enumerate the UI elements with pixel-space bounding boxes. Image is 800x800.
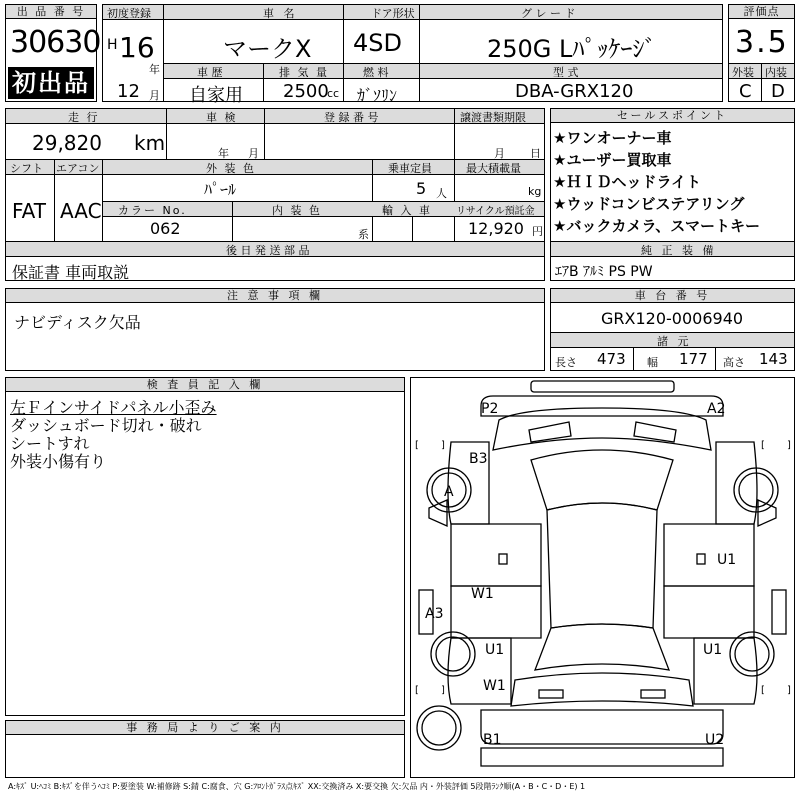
notes: ナビディスク欠品 <box>14 313 141 332</box>
length: 473 <box>597 350 626 368</box>
first-reg-label: 初度登録 <box>107 7 151 20</box>
shift-label: シフト <box>10 162 43 175</box>
door-label: ドア形状 <box>371 7 415 20</box>
damage-mark-u1-left: U1 <box>485 642 505 658</box>
reg-month-unit: 月 <box>149 89 160 102</box>
int-color-unit: 系 <box>358 228 369 241</box>
damage-mark-a3: A3 <box>425 606 444 622</box>
svg-text:[: [ <box>415 440 419 451</box>
svg-text:]: ] <box>787 440 791 451</box>
width-label: 幅 <box>647 356 658 369</box>
chassis-number: GRX120-0006940 <box>601 309 744 328</box>
capacity: 5 <box>416 179 427 198</box>
inspector-line: 外装小傷有り <box>10 452 107 471</box>
sales-point-item: ★ＨＩＤヘッドライト <box>553 173 701 191</box>
damage-mark-u2: U2 <box>705 732 725 748</box>
model-code-label: 型 式 <box>553 66 579 79</box>
recycle-label: リサイクル預託金 <box>456 206 535 217</box>
equipment-label: 純 正 装 備 <box>641 244 717 257</box>
history-label: 車 歴 <box>197 66 223 79</box>
notes-label: 注 意 事 項 欄 <box>6 289 544 303</box>
car-name-label: 車 名 <box>263 7 298 20</box>
details-box <box>5 108 545 281</box>
interior-label: 内装 <box>765 66 787 79</box>
score: 3.5 <box>735 25 789 60</box>
damage-mark-w1-rear: W1 <box>483 678 506 694</box>
chassis-label: 車 台 番 号 <box>551 289 794 303</box>
chassis-box <box>550 288 795 371</box>
color-no-label: カラー No. <box>118 204 187 217</box>
displacement: 2500 <box>283 81 329 102</box>
exterior-label: 外装 <box>732 66 754 79</box>
import-label: 輸 入 車 <box>382 204 432 217</box>
color-no: 062 <box>150 219 181 238</box>
vehicle-header <box>102 4 723 106</box>
reg-year-unit: 年 <box>149 63 160 76</box>
later-parts: 保証書 車両取説 <box>12 263 130 282</box>
rear-window <box>535 624 669 670</box>
windshield <box>531 450 673 510</box>
interior-score: D <box>771 81 785 102</box>
notes-box <box>5 288 545 371</box>
history: 自家用 <box>189 85 243 106</box>
sales-point-item: ★バックカメラ、スマートキー <box>553 217 760 235</box>
damage-mark-w1-door: W1 <box>471 586 494 602</box>
lot-number-box <box>5 4 101 102</box>
svg-text:]: ] <box>441 440 445 451</box>
lot-number-label: 出 品 番 号 <box>6 5 96 19</box>
capacity-label: 乗車定員 <box>388 162 432 175</box>
damage-mark-b1: B1 <box>483 732 502 748</box>
shift: FAT <box>12 199 47 223</box>
inspector-line: ダッシュボード切れ・破れ <box>10 416 202 435</box>
damage-mark-u1-right-door: U1 <box>717 552 737 568</box>
mileage-unit: km <box>134 131 166 155</box>
later-parts-label: 後 日 発 送 部 品 <box>226 244 310 257</box>
specs-label: 諸 元 <box>657 335 692 348</box>
right-front-door <box>664 524 754 586</box>
reg-no-label: 登 録 番 号 <box>324 111 379 124</box>
height: 143 <box>759 350 788 368</box>
trunk <box>511 673 693 706</box>
inspector-box <box>5 377 405 716</box>
inspector-label: 検 査 員 記 入 欄 <box>6 378 404 392</box>
damage-mark-b3: B3 <box>469 451 488 467</box>
svg-text:]: ] <box>787 685 791 696</box>
sales-point-item: ★ウッドコンビステアリング <box>553 195 745 213</box>
equipment: ｴｱB ｱﾙﾐ PS PW <box>555 264 653 280</box>
svg-text:[: [ <box>761 440 765 451</box>
score-box <box>728 4 795 102</box>
damage-mark-a: A <box>444 484 454 500</box>
recycle-unit: 円 <box>532 225 543 238</box>
damage-mark-u1-right-wheel: U1 <box>703 642 723 658</box>
roof <box>547 503 657 628</box>
ac-label: エアコン <box>56 162 100 175</box>
grade: 250G Lﾊﾟｯｹｰｼﾞ <box>487 35 657 63</box>
car-name: マークX <box>223 35 312 63</box>
car-diagram-box <box>410 377 795 778</box>
transfer-day-unit: 日 <box>530 147 541 160</box>
left-front-door <box>451 524 541 586</box>
reg-month: 12 <box>117 81 140 102</box>
spare-wheel <box>417 706 461 750</box>
office-box <box>5 720 405 778</box>
hood <box>493 408 711 450</box>
svg-text:[: [ <box>761 685 765 696</box>
car-diagram <box>411 378 794 777</box>
front-bumper <box>481 396 726 417</box>
int-color-label: 内 装 色 <box>272 204 322 217</box>
exterior-score: C <box>739 81 752 102</box>
transfer-month-unit: 月 <box>494 147 505 160</box>
max-load-label: 最大積載量 <box>466 162 521 175</box>
sales-points-box <box>550 108 795 281</box>
lot-number: 30630 <box>10 25 101 60</box>
office-label: 事 務 局 よ り ご 案 内 <box>6 721 404 735</box>
score-label: 評価点 <box>729 5 794 19</box>
svg-text:]: ] <box>441 685 445 696</box>
mileage: 29,820 <box>32 131 102 155</box>
inspector-line: 左Ｆインサイドパネル小歪み <box>10 398 217 417</box>
mileage-label: 走 行 <box>68 111 100 124</box>
sales-points-label: セールスポイント <box>551 109 794 123</box>
reg-year: 16 <box>119 31 155 64</box>
displacement-label: 排 気 量 <box>279 66 329 79</box>
damage-mark-a2: A2 <box>707 401 726 417</box>
max-load-unit: kg <box>528 185 542 198</box>
sales-point-item: ★ワンオーナー車 <box>553 129 672 147</box>
damage-mark-p2: P2 <box>481 401 499 417</box>
rear-bumper <box>481 710 723 744</box>
inspection-year-unit: 年 <box>218 147 229 160</box>
first-listing-badge: 初出品 <box>8 67 94 99</box>
era: H <box>107 37 118 53</box>
fuel: ｶﾞｿﾘﾝ <box>357 86 398 105</box>
height-label: 高さ <box>723 356 745 369</box>
left-rear-door <box>451 586 541 638</box>
recycle: 12,920 <box>468 219 524 238</box>
transfer-label: 譲渡書類期限 <box>460 111 526 124</box>
door-type: 4SD <box>353 29 402 57</box>
model-code: DBA-GRX120 <box>515 81 634 102</box>
front-bumper-strip <box>531 381 674 392</box>
capacity-unit: 人 <box>436 187 447 200</box>
fuel-label: 燃 料 <box>363 66 389 79</box>
right-rear-door <box>664 586 754 638</box>
ext-color: ﾊﾟｰﾙ <box>204 180 237 199</box>
ac: AAC <box>60 199 102 223</box>
length-label: 長さ <box>555 356 577 369</box>
svg-text:[: [ <box>415 685 419 696</box>
sales-point-item: ★ユーザー買取車 <box>553 151 672 169</box>
grade-label: グ レ ー ド <box>521 7 576 20</box>
legend: A:ｷｽﾞ U:ﾍｺﾐ B:ｷｽﾞを伴うﾍｺﾐ P:要塗装 W:補修跡 S:錆 C:腐食、穴 G:ﾌﾛﾝﾄｶﾞﾗｽ点ｷｽﾞ XX:交換済み X:要交換 欠:欠品 内・外装評価 5段階ﾗﾝｸ順(A・B・C・D・E) 1 <box>8 782 586 791</box>
width: 177 <box>679 350 708 368</box>
inspection-label: 車 検 <box>206 111 238 124</box>
inspection-month-unit: 月 <box>248 147 259 160</box>
inspector-line: シートすれ <box>10 434 90 453</box>
ext-color-label: 外 装 色 <box>206 162 256 175</box>
displacement-unit: cc <box>327 87 340 100</box>
